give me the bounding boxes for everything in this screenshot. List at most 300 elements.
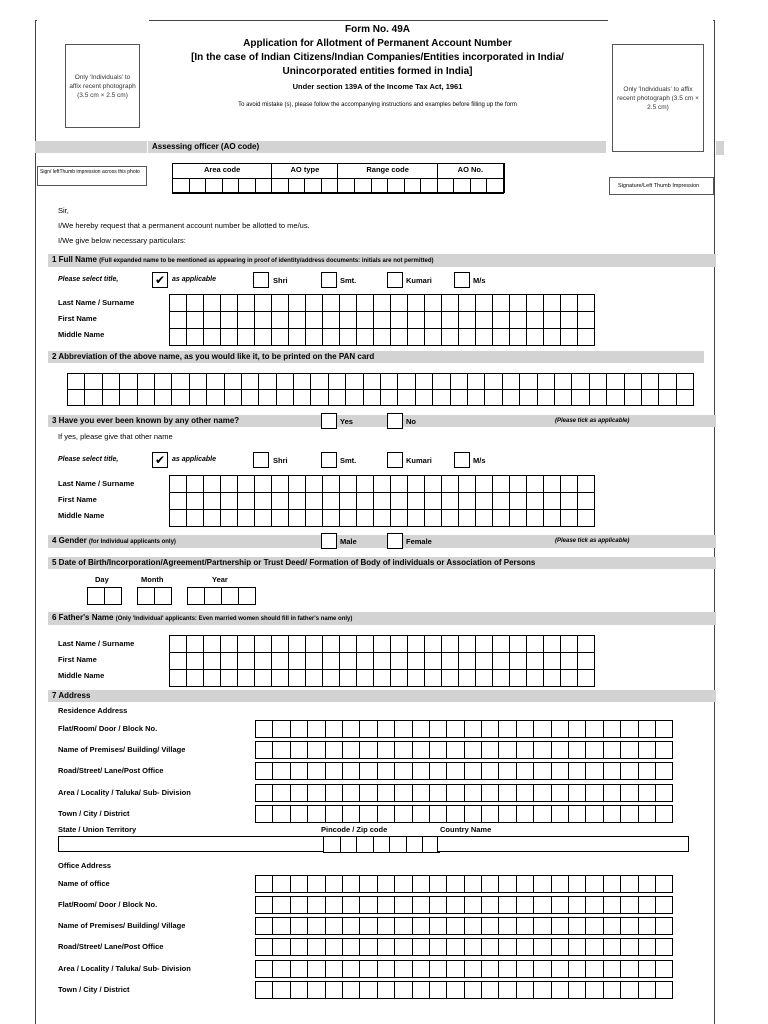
char-box[interactable] xyxy=(119,389,137,406)
char-box[interactable] xyxy=(551,938,569,956)
char-box[interactable] xyxy=(415,389,433,406)
char-box[interactable] xyxy=(484,389,502,406)
char-box[interactable] xyxy=(203,509,221,527)
char-box[interactable] xyxy=(481,960,499,978)
char-box[interactable] xyxy=(307,981,325,999)
char-box[interactable] xyxy=(577,294,595,312)
char-box[interactable] xyxy=(441,294,459,312)
char-box[interactable] xyxy=(412,960,430,978)
char-box[interactable] xyxy=(237,311,255,329)
char-box[interactable] xyxy=(307,896,325,914)
char-box[interactable] xyxy=(509,311,527,329)
char-box[interactable] xyxy=(359,938,377,956)
ao-cell[interactable] xyxy=(172,178,190,194)
char-box[interactable] xyxy=(655,938,673,956)
char-box[interactable] xyxy=(154,587,172,605)
char-box[interactable] xyxy=(533,981,551,999)
char-box[interactable] xyxy=(458,294,476,312)
char-box[interactable] xyxy=(169,492,187,510)
char-box[interactable] xyxy=(254,492,272,510)
ao-cell[interactable] xyxy=(404,178,422,194)
char-box[interactable] xyxy=(339,635,357,653)
char-box[interactable] xyxy=(290,981,308,999)
char-box[interactable] xyxy=(516,875,534,893)
char-box[interactable] xyxy=(171,389,189,406)
char-box[interactable] xyxy=(206,373,224,390)
s4-male-checkbox[interactable] xyxy=(321,533,337,549)
ao-cell[interactable] xyxy=(470,178,488,194)
char-box[interactable] xyxy=(288,475,306,493)
char-box[interactable] xyxy=(641,373,659,390)
char-box[interactable] xyxy=(441,328,459,346)
char-box[interactable] xyxy=(458,475,476,493)
char-box[interactable] xyxy=(412,805,430,823)
char-box[interactable] xyxy=(272,960,290,978)
char-box[interactable] xyxy=(342,741,360,759)
char-box[interactable] xyxy=(394,981,412,999)
char-box[interactable] xyxy=(638,981,656,999)
char-box[interactable] xyxy=(377,784,395,802)
char-box[interactable] xyxy=(394,896,412,914)
char-box[interactable] xyxy=(492,475,510,493)
char-box[interactable] xyxy=(221,587,239,605)
char-box[interactable] xyxy=(342,875,360,893)
char-box[interactable] xyxy=(390,652,408,670)
char-box[interactable] xyxy=(203,311,221,329)
char-box[interactable] xyxy=(543,635,561,653)
char-box[interactable] xyxy=(169,652,187,670)
char-box[interactable] xyxy=(577,509,595,527)
char-box[interactable] xyxy=(498,741,516,759)
char-box[interactable] xyxy=(305,328,323,346)
char-box[interactable] xyxy=(603,917,621,935)
char-box[interactable] xyxy=(568,720,586,738)
char-box[interactable] xyxy=(412,896,430,914)
char-box[interactable] xyxy=(397,373,415,390)
char-box[interactable] xyxy=(407,652,425,670)
char-box[interactable] xyxy=(475,294,493,312)
s1-kumari-checkbox[interactable] xyxy=(387,272,403,288)
char-box[interactable] xyxy=(203,652,221,670)
char-box[interactable] xyxy=(373,475,391,493)
char-box[interactable] xyxy=(638,896,656,914)
ao-cell[interactable] xyxy=(371,178,389,194)
char-box[interactable] xyxy=(220,328,238,346)
char-box[interactable] xyxy=(638,741,656,759)
char-box[interactable] xyxy=(412,720,430,738)
char-box[interactable] xyxy=(577,652,595,670)
char-box[interactable] xyxy=(271,509,289,527)
char-box[interactable] xyxy=(342,896,360,914)
char-box[interactable] xyxy=(328,373,346,390)
char-box[interactable] xyxy=(606,389,624,406)
char-box[interactable] xyxy=(424,652,442,670)
char-box[interactable] xyxy=(620,938,638,956)
char-box[interactable] xyxy=(356,509,374,527)
char-box[interactable] xyxy=(390,635,408,653)
char-box[interactable] xyxy=(603,805,621,823)
char-box[interactable] xyxy=(254,294,272,312)
char-box[interactable] xyxy=(290,938,308,956)
char-box[interactable] xyxy=(271,328,289,346)
char-box[interactable] xyxy=(603,720,621,738)
char-box[interactable] xyxy=(359,981,377,999)
char-box[interactable] xyxy=(345,373,363,390)
char-box[interactable] xyxy=(498,805,516,823)
char-box[interactable] xyxy=(373,669,391,687)
char-box[interactable] xyxy=(424,328,442,346)
char-box[interactable] xyxy=(305,475,323,493)
char-box[interactable] xyxy=(407,475,425,493)
char-box[interactable] xyxy=(339,294,357,312)
char-box[interactable] xyxy=(585,784,603,802)
char-box[interactable] xyxy=(288,328,306,346)
char-box[interactable] xyxy=(322,669,340,687)
char-box[interactable] xyxy=(603,981,621,999)
char-box[interactable] xyxy=(271,652,289,670)
char-box[interactable] xyxy=(307,741,325,759)
char-box[interactable] xyxy=(415,373,433,390)
char-box[interactable] xyxy=(255,875,273,893)
s3-no-checkbox[interactable] xyxy=(387,413,403,429)
char-box[interactable] xyxy=(394,917,412,935)
char-box[interactable] xyxy=(325,896,343,914)
char-box[interactable] xyxy=(254,635,272,653)
char-box[interactable] xyxy=(87,587,105,605)
char-box[interactable] xyxy=(577,635,595,653)
char-box[interactable] xyxy=(537,389,555,406)
char-box[interactable] xyxy=(458,311,476,329)
char-box[interactable] xyxy=(359,784,377,802)
char-box[interactable] xyxy=(359,720,377,738)
char-box[interactable] xyxy=(432,389,450,406)
char-box[interactable] xyxy=(603,896,621,914)
char-box[interactable] xyxy=(377,938,395,956)
char-box[interactable] xyxy=(560,492,578,510)
char-box[interactable] xyxy=(322,652,340,670)
char-box[interactable] xyxy=(307,875,325,893)
char-box[interactable] xyxy=(325,938,343,956)
char-box[interactable] xyxy=(603,741,621,759)
char-box[interactable] xyxy=(359,875,377,893)
char-box[interactable] xyxy=(655,720,673,738)
char-box[interactable] xyxy=(373,311,391,329)
char-box[interactable] xyxy=(603,762,621,780)
char-box[interactable] xyxy=(429,762,447,780)
char-box[interactable] xyxy=(342,762,360,780)
ao-cell[interactable] xyxy=(238,178,256,194)
char-box[interactable] xyxy=(169,669,187,687)
char-box[interactable] xyxy=(509,294,527,312)
char-box[interactable] xyxy=(568,981,586,999)
char-box[interactable] xyxy=(237,492,255,510)
char-box[interactable] xyxy=(638,875,656,893)
char-box[interactable] xyxy=(412,917,430,935)
char-box[interactable] xyxy=(342,981,360,999)
ao-cell[interactable] xyxy=(304,178,322,194)
char-box[interactable] xyxy=(394,762,412,780)
char-box[interactable] xyxy=(585,805,603,823)
char-box[interactable] xyxy=(224,373,242,390)
char-box[interactable] xyxy=(276,389,294,406)
char-box[interactable] xyxy=(481,875,499,893)
char-box[interactable] xyxy=(237,509,255,527)
char-box[interactable] xyxy=(255,938,273,956)
char-box[interactable] xyxy=(551,917,569,935)
char-box[interactable] xyxy=(390,669,408,687)
char-box[interactable] xyxy=(67,373,85,390)
s7-state-input[interactable] xyxy=(58,836,324,852)
char-box[interactable] xyxy=(373,492,391,510)
char-box[interactable] xyxy=(305,492,323,510)
char-box[interactable] xyxy=(412,741,430,759)
char-box[interactable] xyxy=(577,328,595,346)
char-box[interactable] xyxy=(533,938,551,956)
char-box[interactable] xyxy=(271,635,289,653)
ao-cell[interactable] xyxy=(354,178,372,194)
char-box[interactable] xyxy=(481,805,499,823)
char-box[interactable] xyxy=(272,762,290,780)
char-box[interactable] xyxy=(203,475,221,493)
char-box[interactable] xyxy=(464,720,482,738)
char-box[interactable] xyxy=(356,311,374,329)
char-box[interactable] xyxy=(620,981,638,999)
char-box[interactable] xyxy=(220,475,238,493)
s3-check-icon[interactable]: ✔ xyxy=(152,452,168,468)
char-box[interactable] xyxy=(498,784,516,802)
char-box[interactable] xyxy=(446,938,464,956)
char-box[interactable] xyxy=(638,917,656,935)
char-box[interactable] xyxy=(446,875,464,893)
char-box[interactable] xyxy=(620,762,638,780)
char-box[interactable] xyxy=(204,587,222,605)
char-box[interactable] xyxy=(655,896,673,914)
char-box[interactable] xyxy=(498,981,516,999)
char-box[interactable] xyxy=(446,762,464,780)
char-box[interactable] xyxy=(620,741,638,759)
char-box[interactable] xyxy=(412,875,430,893)
char-box[interactable] xyxy=(424,475,442,493)
char-box[interactable] xyxy=(492,652,510,670)
char-box[interactable] xyxy=(305,652,323,670)
left-photo-box[interactable]: Only 'Individuals' to affix recent photograph (3.5 cm × 2.5 cm) xyxy=(65,44,140,128)
char-box[interactable] xyxy=(377,762,395,780)
char-box[interactable] xyxy=(220,669,238,687)
char-box[interactable] xyxy=(186,635,204,653)
char-box[interactable] xyxy=(441,509,459,527)
char-box[interactable] xyxy=(516,917,534,935)
char-box[interactable] xyxy=(475,475,493,493)
char-box[interactable] xyxy=(606,373,624,390)
char-box[interactable] xyxy=(255,917,273,935)
char-box[interactable] xyxy=(203,328,221,346)
char-box[interactable] xyxy=(446,784,464,802)
char-box[interactable] xyxy=(620,805,638,823)
char-box[interactable] xyxy=(446,960,464,978)
char-box[interactable] xyxy=(254,509,272,527)
char-box[interactable] xyxy=(509,328,527,346)
char-box[interactable] xyxy=(363,373,381,390)
ao-cell[interactable] xyxy=(189,178,207,194)
char-box[interactable] xyxy=(237,294,255,312)
char-box[interactable] xyxy=(492,669,510,687)
char-box[interactable] xyxy=(655,784,673,802)
char-box[interactable] xyxy=(407,294,425,312)
char-box[interactable] xyxy=(390,475,408,493)
char-box[interactable] xyxy=(585,896,603,914)
char-box[interactable] xyxy=(481,741,499,759)
char-box[interactable] xyxy=(498,896,516,914)
char-box[interactable] xyxy=(169,635,187,653)
char-box[interactable] xyxy=(641,389,659,406)
char-box[interactable] xyxy=(526,294,544,312)
char-box[interactable] xyxy=(585,938,603,956)
char-box[interactable] xyxy=(339,652,357,670)
char-box[interactable] xyxy=(407,509,425,527)
char-box[interactable] xyxy=(560,311,578,329)
char-box[interactable] xyxy=(554,389,572,406)
char-box[interactable] xyxy=(305,635,323,653)
char-box[interactable] xyxy=(322,635,340,653)
char-box[interactable] xyxy=(288,652,306,670)
char-box[interactable] xyxy=(481,917,499,935)
char-box[interactable] xyxy=(288,492,306,510)
char-box[interactable] xyxy=(342,720,360,738)
char-box[interactable] xyxy=(186,328,204,346)
char-box[interactable] xyxy=(339,311,357,329)
char-box[interactable] xyxy=(305,509,323,527)
char-box[interactable] xyxy=(624,373,642,390)
char-box[interactable] xyxy=(203,492,221,510)
char-box[interactable] xyxy=(589,389,607,406)
char-box[interactable] xyxy=(446,805,464,823)
char-box[interactable] xyxy=(446,741,464,759)
char-box[interactable] xyxy=(467,389,485,406)
char-box[interactable] xyxy=(412,938,430,956)
char-box[interactable] xyxy=(554,373,572,390)
char-box[interactable] xyxy=(356,635,374,653)
char-box[interactable] xyxy=(585,741,603,759)
char-box[interactable] xyxy=(620,720,638,738)
char-box[interactable] xyxy=(377,960,395,978)
char-box[interactable] xyxy=(390,294,408,312)
char-box[interactable] xyxy=(328,389,346,406)
char-box[interactable] xyxy=(380,373,398,390)
char-box[interactable] xyxy=(255,741,273,759)
char-box[interactable] xyxy=(441,652,459,670)
char-box[interactable] xyxy=(186,475,204,493)
char-box[interactable] xyxy=(655,875,673,893)
char-box[interactable] xyxy=(189,389,207,406)
char-box[interactable] xyxy=(509,669,527,687)
char-box[interactable] xyxy=(325,875,343,893)
char-box[interactable] xyxy=(492,311,510,329)
char-box[interactable] xyxy=(102,373,120,390)
char-box[interactable] xyxy=(272,720,290,738)
char-box[interactable] xyxy=(481,981,499,999)
char-box[interactable] xyxy=(492,635,510,653)
char-box[interactable] xyxy=(293,389,311,406)
s3-shri-checkbox[interactable] xyxy=(253,452,269,468)
char-box[interactable] xyxy=(516,720,534,738)
char-box[interactable] xyxy=(676,389,694,406)
char-box[interactable] xyxy=(377,875,395,893)
s3-smt-checkbox[interactable] xyxy=(321,452,337,468)
char-box[interactable] xyxy=(305,294,323,312)
char-box[interactable] xyxy=(441,475,459,493)
char-box[interactable] xyxy=(255,720,273,738)
char-box[interactable] xyxy=(119,373,137,390)
left-sign-box[interactable]: Sign/ leftThumb impression across this photo xyxy=(37,166,147,186)
char-box[interactable] xyxy=(220,311,238,329)
char-box[interactable] xyxy=(450,373,468,390)
char-box[interactable] xyxy=(307,784,325,802)
char-box[interactable] xyxy=(290,784,308,802)
char-box[interactable] xyxy=(560,669,578,687)
char-box[interactable] xyxy=(424,509,442,527)
char-box[interactable] xyxy=(67,389,85,406)
char-box[interactable] xyxy=(543,509,561,527)
char-box[interactable] xyxy=(560,652,578,670)
char-box[interactable] xyxy=(533,741,551,759)
char-box[interactable] xyxy=(272,741,290,759)
char-box[interactable] xyxy=(475,652,493,670)
char-box[interactable] xyxy=(429,875,447,893)
char-box[interactable] xyxy=(620,784,638,802)
char-box[interactable] xyxy=(655,960,673,978)
char-box[interactable] xyxy=(620,875,638,893)
char-box[interactable] xyxy=(424,492,442,510)
char-box[interactable] xyxy=(390,492,408,510)
char-box[interactable] xyxy=(429,741,447,759)
char-box[interactable] xyxy=(464,917,482,935)
char-box[interactable] xyxy=(475,669,493,687)
char-box[interactable] xyxy=(658,373,676,390)
char-box[interactable] xyxy=(272,938,290,956)
char-box[interactable] xyxy=(533,960,551,978)
char-box[interactable] xyxy=(571,389,589,406)
char-box[interactable] xyxy=(533,896,551,914)
char-box[interactable] xyxy=(325,762,343,780)
char-box[interactable] xyxy=(258,373,276,390)
char-box[interactable] xyxy=(560,635,578,653)
char-box[interactable] xyxy=(498,762,516,780)
char-box[interactable] xyxy=(290,875,308,893)
char-box[interactable] xyxy=(560,294,578,312)
char-box[interactable] xyxy=(305,311,323,329)
char-box[interactable] xyxy=(322,311,340,329)
char-box[interactable] xyxy=(254,475,272,493)
char-box[interactable] xyxy=(307,938,325,956)
char-box[interactable] xyxy=(407,669,425,687)
char-box[interactable] xyxy=(356,492,374,510)
char-box[interactable] xyxy=(359,741,377,759)
char-box[interactable] xyxy=(526,635,544,653)
char-box[interactable] xyxy=(412,981,430,999)
char-box[interactable] xyxy=(154,389,172,406)
ao-cell[interactable] xyxy=(288,178,306,194)
char-box[interactable] xyxy=(458,669,476,687)
char-box[interactable] xyxy=(356,669,374,687)
char-box[interactable] xyxy=(377,896,395,914)
ao-cell[interactable] xyxy=(437,178,455,194)
char-box[interactable] xyxy=(458,509,476,527)
char-box[interactable] xyxy=(272,917,290,935)
char-box[interactable] xyxy=(412,784,430,802)
char-box[interactable] xyxy=(186,669,204,687)
char-box[interactable] xyxy=(255,805,273,823)
char-box[interactable] xyxy=(322,492,340,510)
